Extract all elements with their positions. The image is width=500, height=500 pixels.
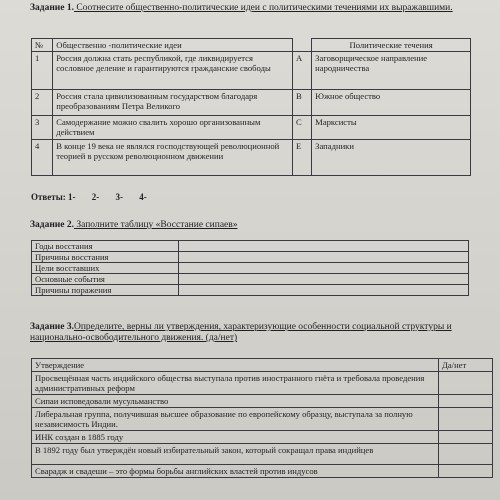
task1-row2-idea: Россия стала цивилизованным государством благодаря преобразованиям Петра Великого [53,90,293,116]
task2-title-bold: Задание 2. [30,220,74,230]
task1-row3-idea: Самодержание можно свалить хорошо организованным действием [53,116,293,140]
task3-table [31,358,493,478]
table-row [32,465,493,478]
task1-row2-num: 2 [32,90,53,116]
table-row [32,274,469,285]
task2-cell-goals [179,263,469,274]
table-row [32,52,471,90]
task3-row1: Просвещённая часть индийского общества выступала против иностранного гнёта и требовала проведения административных реформ [32,372,439,395]
task1-row1-num: 1 [32,52,53,90]
task2-cell-defeat [179,285,469,296]
task3-row2-answer [439,395,493,408]
task2-row-goals: Цели восставших [32,263,179,274]
task1-row2-current: Южное общество [312,90,471,116]
task3-row2: Сипаи исповедовали мусульманство [32,395,439,408]
table-row [32,116,471,140]
task1-row4-current: Западники [312,140,471,176]
task3-title-text: Определите, верны ли утверждения, характеризующие особенности социальной структуры и национально-освободительного движения. (да/нет) [30,322,452,343]
table-row [32,285,469,296]
task2-cell-causes [179,252,469,263]
answers-line [31,192,161,202]
task1-title-text: Соотнесите общественно-политические идеи с политическими течениями их выражавшими. [73,3,453,13]
task2-row-years: Годы восстания [32,241,179,252]
task1-table [31,38,471,176]
task3-row4-answer [439,431,493,444]
answer-2: 2- [91,192,100,202]
task2-row-defeat: Причины поражения [32,285,179,296]
task1-header-gap [292,39,311,52]
task1-header-idea: Общественно -политические идеи [53,39,293,52]
task1-row4-idea: В конце 19 века не являлся господствующей революционной теорией в русском революционном движении [53,140,293,176]
task2-table [31,240,469,296]
task2-title-text: Заполните таблицу «Восстание сипаев» [73,220,238,230]
answers-label: Ответы: 1- [31,192,76,202]
table-row [32,372,493,395]
task1-row3-current: Марксисты [312,116,471,140]
answer-4: 4- [139,192,147,202]
table-row [32,90,471,116]
task2-row-events: Основные события [32,274,179,285]
task3-row1-answer [439,372,493,395]
table-row [32,408,493,431]
task1-row1-current: Заговорщическое направление народничества [312,52,471,90]
task3-row6: Свaрадж и свадеши – это формы борьбы английских властей против индусов [32,465,439,478]
table-row [32,140,471,176]
task1-title-bold: Задание 1. [30,3,74,13]
table-row [32,431,493,444]
task1-row1-letter: А [292,52,311,90]
task3-header-statement: Утверждение [32,359,439,372]
task3-row3-answer [439,408,493,431]
task1-row2-letter: В [292,90,311,116]
task1-header-num: № [32,39,53,52]
table-row [32,241,469,252]
answer-3: 3- [115,192,123,202]
task1-header-row [32,39,471,52]
task3-row6-answer [439,465,493,478]
task3-header-yesno: Да/нет [439,359,493,372]
task1-row1-idea: Россия должна стать республикой, где ликвидируется сословное деление и гарантируются гражданские свободы [53,52,293,90]
task3-row5-answer [439,444,493,465]
task3-header-row [32,359,493,372]
table-row [32,252,469,263]
task3-title-bold: Задание 3. [30,322,74,332]
task1-row3-letter: С [292,116,311,140]
task1-row3-num: 3 [32,116,53,140]
task3-row3: Либеральная группа, получившая высшее образование по европейскому образцу, выступала за полную независимость Индии. [32,408,439,431]
task2-title [30,220,238,231]
task3-row4: ИНК создан в 1885 году [32,431,439,444]
task2-row-causes: Причины восстания [32,252,179,263]
task3-row5: В 1892 году был утверждён новый избирательный закон, который сокращал права индийцев [32,444,439,465]
task1-header-current: Политические течения [312,39,471,52]
task1-row4-num: 4 [32,140,53,176]
task3-title [30,322,480,344]
task2-cell-events [179,274,469,285]
task2-cell-years [179,241,469,252]
table-row [32,395,493,408]
task1-title [30,3,470,14]
table-row [32,263,469,274]
task1-row4-letter: Е [292,140,311,176]
table-row [32,444,493,465]
